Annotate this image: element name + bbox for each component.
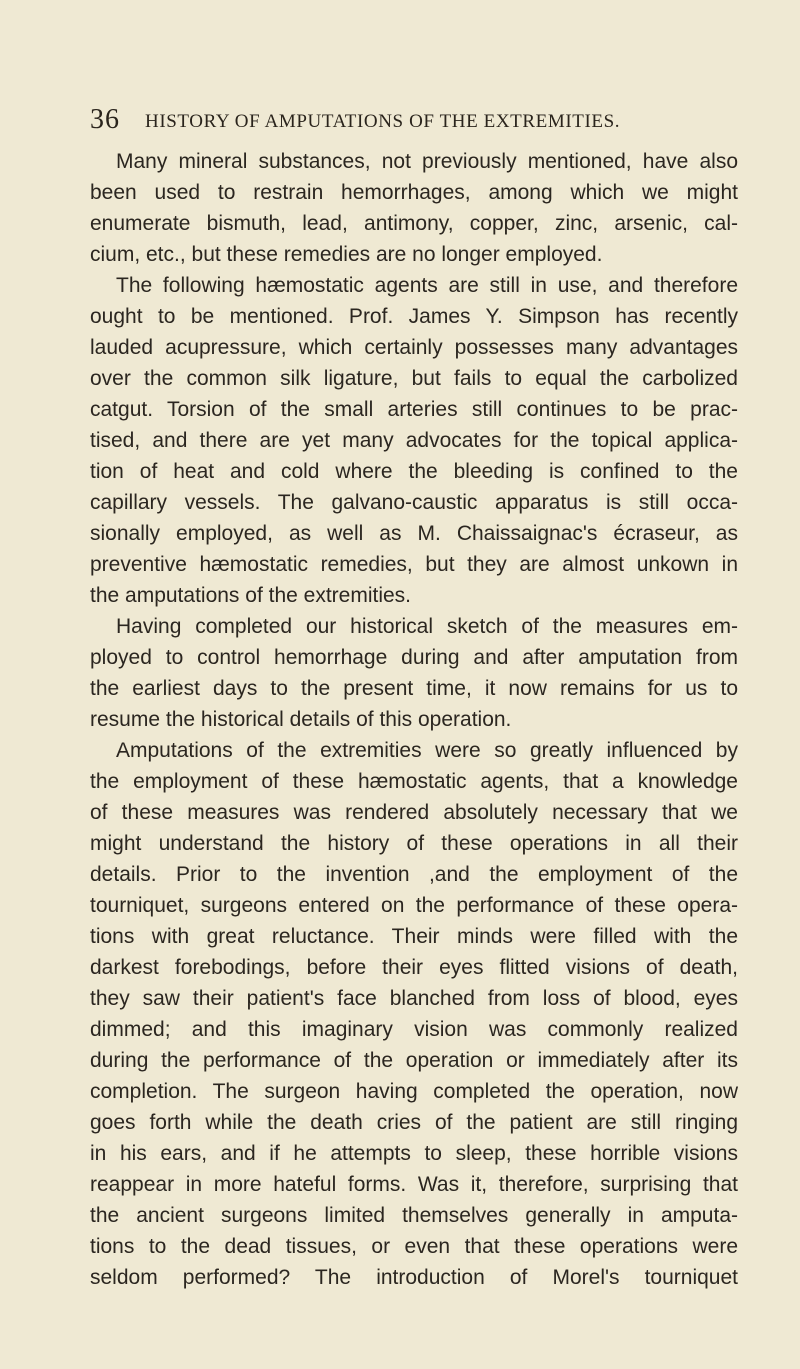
text-line: tourniquet, surgeons entered on the performance of these opera- (90, 894, 738, 917)
text-line: the ancient surgeons limited themselves generally in amputa- (90, 1204, 738, 1227)
text-line: they saw their patient's face blanched from loss of blood, eyes (90, 987, 738, 1010)
text-line: seldom performed? The introduction of Morel's tourniquet (90, 1266, 738, 1289)
text-line: Many mineral substances, not previously mentioned, have also (116, 150, 738, 173)
text-line: reappear in more hateful forms. Was it, therefore, surprising that (90, 1173, 738, 1196)
text-line: the employment of these hæmostatic agents, that a knowledge (90, 770, 738, 793)
running-head (90, 103, 720, 137)
text-line: lauded acupressure, which certainly possesses many advantages (90, 336, 738, 359)
text-line: goes forth while the death cries of the patient are still ringing (90, 1111, 738, 1134)
running-title: HISTORY OF AMPUTATIONS OF THE EXTREMITIES. (145, 111, 621, 132)
text-line: of these measures was rendered absolutely necessary that we (90, 801, 738, 824)
text-line: cium, etc., but these remedies are no longer employed. (90, 243, 603, 266)
text-line: Having completed our historical sketch of the measures em- (116, 615, 738, 638)
text-line: ought to be mentioned. Prof. James Y. Simpson has recently (90, 305, 738, 328)
text-line: sionally employed, as well as M. Chaissaignac's écraseur, as (90, 522, 738, 545)
text-line: Amputations of the extremities were so greatly influenced by (116, 739, 738, 762)
text-line: been used to restrain hemorrhages, among which we might (90, 181, 738, 204)
text-line: ployed to control hemorrhage during and after amputation from (90, 646, 738, 669)
body-text (90, 146, 738, 1293)
text-line: resume the historical details of this operation. (90, 708, 512, 731)
page-number: 36 (90, 104, 120, 135)
text-line: completion. The surgeon having completed the operation, now (90, 1080, 738, 1103)
text-line: preventive hæmostatic remedies, but they are almost unkown in (90, 553, 738, 576)
text-line: darkest forebodings, before their eyes flitted visions of death, (90, 956, 738, 979)
text-line: the amputations of the extremities. (90, 584, 411, 607)
text-line: enumerate bismuth, lead, antimony, copper, zinc, arsenic, cal- (90, 212, 738, 235)
text-line: in his ears, and if he attempts to sleep, these horrible visions (90, 1142, 738, 1165)
text-line: tion of heat and cold where the bleeding is confined to the (90, 460, 738, 483)
text-line: tions with great reluctance. Their minds were filled with the (90, 925, 738, 948)
text-line: catgut. Torsion of the small arteries still continues to be prac- (90, 398, 738, 421)
text-line: tised, and there are yet many advocates for the topical applica- (90, 429, 738, 452)
text-line: capillary vessels. The galvano-caustic apparatus is still occa- (90, 491, 738, 514)
text-line: over the common silk ligature, but fails to equal the carbolized (90, 367, 738, 390)
text-line: during the performance of the operation or immediately after its (90, 1049, 738, 1072)
text-line: details. Prior to the invention ,and the employment of the (90, 863, 738, 886)
text-line: The following hæmostatic agents are still in use, and therefore (116, 274, 738, 297)
text-line: dimmed; and this imaginary vision was commonly realized (90, 1018, 738, 1041)
text-line: tions to the dead tissues, or even that these operations were (90, 1235, 738, 1258)
text-line: the earliest days to the present time, it now remains for us to (90, 677, 738, 700)
text-line: might understand the history of these operations in all their (90, 832, 738, 855)
